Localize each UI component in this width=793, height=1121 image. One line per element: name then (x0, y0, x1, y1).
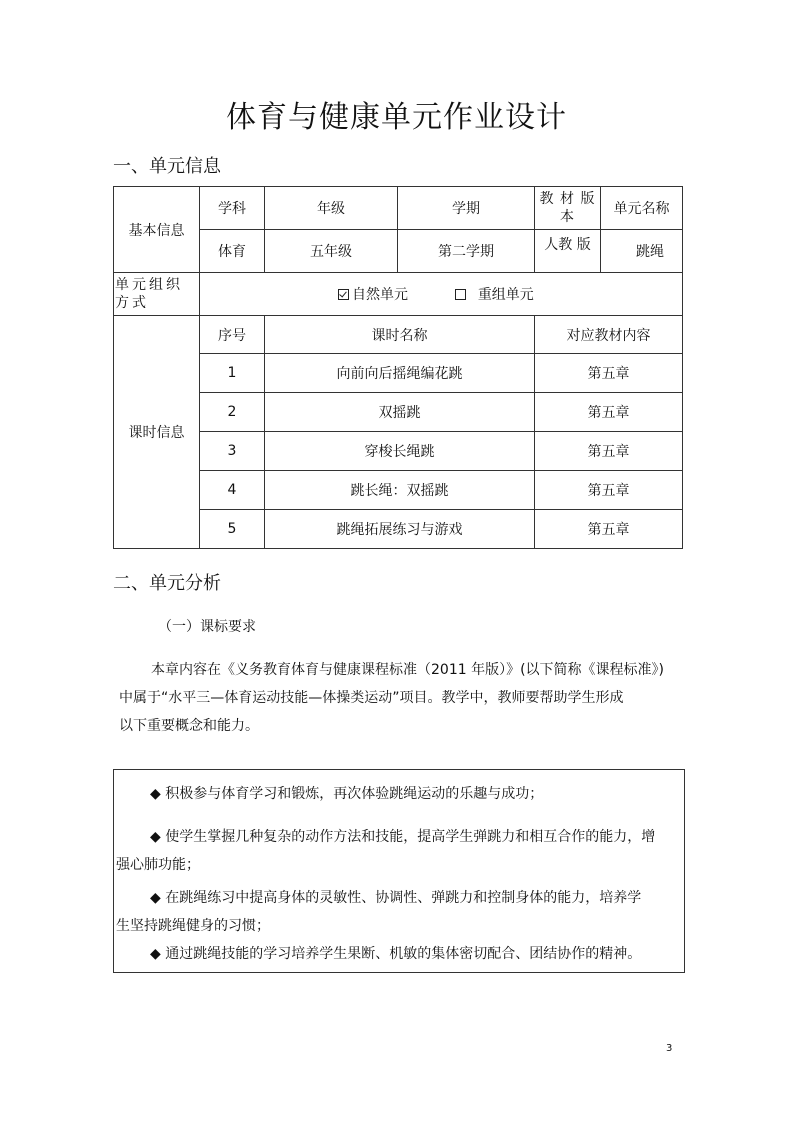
checked-checkbox-icon[interactable] (338, 289, 349, 300)
regroup-unit-option[interactable] (455, 287, 534, 303)
lesson-name: 穿梭长绳跳 (265, 432, 535, 471)
subsection-heading-curriculum: （一）课标要求 (158, 619, 256, 635)
paragraph-line: 本章内容在《义务教育体育与健康课程标准（2011 年版）》(以下简称《课程标准》) (151, 662, 665, 678)
org-method-options (200, 273, 683, 316)
natural-unit-option[interactable] (338, 287, 412, 303)
lesson-content: 第五章 (535, 510, 683, 549)
curriculum-paragraph (113, 656, 693, 740)
natural-unit-label: 自然单元 (352, 287, 408, 303)
lesson-number: 5 (200, 510, 265, 549)
table-row (114, 510, 683, 549)
lesson-number: 1 (200, 354, 265, 393)
value-semester: 第二学期 (398, 230, 535, 273)
header-textbook-version: 教 材 版本 (535, 187, 601, 230)
org-method-label: 单元组织方式 (114, 273, 200, 316)
goals-box (113, 769, 685, 973)
list-item: ◆ 使学生掌握几种复杂的动作方法和技能，提高学生弹跳力和相互合作的能力，增 强心肺功能； (116, 829, 656, 873)
lesson-info-label: 课时信息 (114, 316, 200, 549)
header-subject: 学科 (200, 187, 265, 230)
lesson-content: 第五章 (535, 432, 683, 471)
lesson-header-content: 对应教材内容 (535, 316, 683, 354)
lesson-name: 跳长绳：双摇跳 (265, 471, 535, 510)
paragraph-line: 以下重要概念和能力。 (119, 718, 259, 734)
value-grade: 五年级 (265, 230, 398, 273)
unit-info-table (113, 186, 683, 549)
basic-info-label: 基本信息 (114, 187, 200, 273)
header-semester: 学期 (398, 187, 535, 230)
regroup-unit-label: 重组单元 (477, 287, 534, 303)
lesson-name: 向前向后摇绳编花跳 (265, 354, 535, 393)
lesson-content: 第五章 (535, 393, 683, 432)
header-unit-name: 单元名称 (601, 187, 683, 230)
value-textbook-version: 人教 版 (535, 230, 601, 273)
list-item: ◆ 在跳绳练习中提高身体的灵敏性、协调性、弹跳力和控制身体的能力，培养学 生坚持跳绳健身的习惯； (116, 890, 642, 934)
lesson-name: 跳绳拓展练习与游戏 (265, 510, 535, 549)
list-item: ◆ 积极参与体育学习和锻炼，再次体验跳绳运动的乐趣与成功； (150, 786, 544, 802)
section-heading-unit-info: 一、单元信息 (113, 156, 221, 177)
unchecked-checkbox-icon[interactable] (455, 289, 466, 300)
lesson-content: 第五章 (535, 471, 683, 510)
page-number: 3 (666, 1043, 673, 1054)
lesson-number: 4 (200, 471, 265, 510)
header-grade: 年级 (265, 187, 398, 230)
lesson-content: 第五章 (535, 354, 683, 393)
list-item: ◆ 通过跳绳技能的学习培养学生果断、机敏的集体密切配合、团结协作的精神。 (150, 946, 642, 962)
table-row (114, 393, 683, 432)
value-unit-name: 跳绳 (601, 230, 683, 273)
page-title: 体育与健康单元作业设计 (226, 100, 567, 135)
value-subject: 体育 (200, 230, 265, 273)
lesson-header-name: 课时名称 (265, 316, 535, 354)
section-heading-unit-analysis: 二、单元分析 (113, 573, 221, 594)
lesson-header-number: 序号 (200, 316, 265, 354)
lesson-number: 3 (200, 432, 265, 471)
table-row (114, 354, 683, 393)
lesson-number: 2 (200, 393, 265, 432)
table-row (114, 432, 683, 471)
lesson-name: 双摇跳 (265, 393, 535, 432)
table-row (114, 471, 683, 510)
paragraph-line: 中属于“水平三—体育运动技能—体操类运动”项目。教学中，教师要帮助学生形成 (119, 690, 624, 706)
